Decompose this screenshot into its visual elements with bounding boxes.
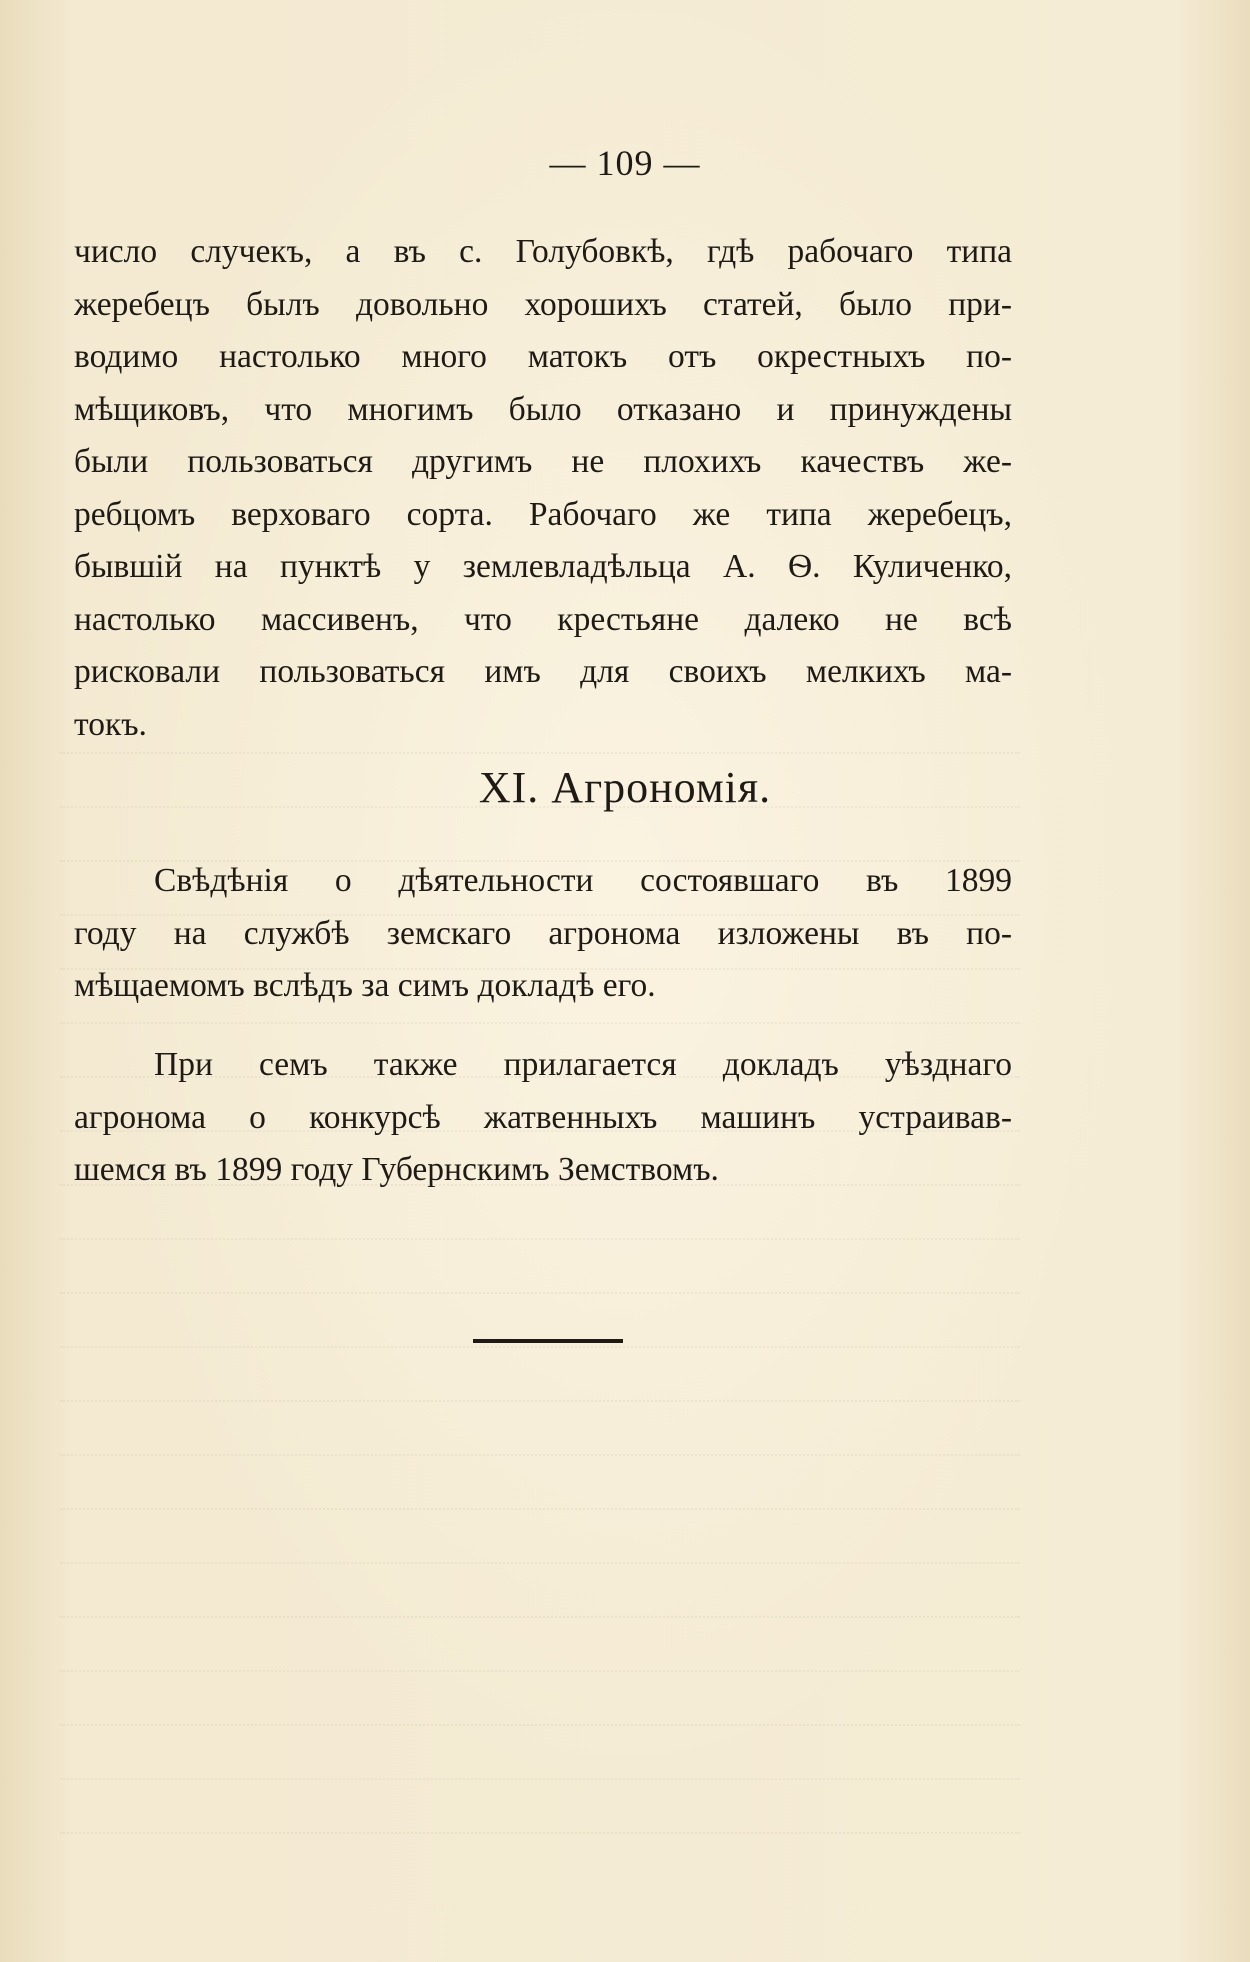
text-line: токъ. [74, 705, 147, 743]
text-line: Свѣдѣнія о дѣятельности состоявшаго въ 1899 [154, 862, 1012, 899]
text-line: рисковали пользоваться имъ для своихъ мелкихъ ма- [74, 653, 1012, 690]
section-heading: XI. Агрономія. [478, 763, 772, 812]
text-line: При семъ также прилагается докладъ уѣзднаго [154, 1046, 1012, 1083]
text-line: шемся въ 1899 году Губернскимъ Земствомъ. [74, 1151, 719, 1188]
text-line: году на службѣ земскаго агронома изложены въ по- [74, 914, 1012, 952]
text-line: водимо настолько много матокъ отъ окрестныхъ по- [74, 338, 1012, 375]
text-line: были пользоваться другимъ не плохихъ качествъ же- [74, 443, 1012, 480]
section-end-rule [473, 1339, 623, 1343]
paragraph-harvester-contest [74, 1039, 1012, 1197]
page-number: — 109 — [549, 143, 701, 183]
text-line: мѣщиковъ, что многимъ было отказано и принуждены [74, 390, 1012, 428]
text-line: мѣщаемомъ вслѣдъ за симъ докладѣ его. [74, 967, 656, 1004]
text-line: бывшій на пунктѣ у землевладѣльца А. Ѳ. Куличенко, [74, 548, 1012, 585]
paragraph-continued [74, 226, 1012, 751]
text-line: настолько массивенъ, что крестьяне далеко не всѣ [74, 600, 1012, 638]
text-line: агронома о конкурсѣ жатвенныхъ машинъ устраивав- [74, 1098, 1012, 1136]
paragraph-agronomy-report [74, 855, 1012, 1013]
text-line: ребцомъ верховаго сорта. Рабочаго же типа жеребецъ, [74, 495, 1012, 533]
text-line: число случекъ, а въ с. Голубовкѣ, гдѣ рабочаго типа [74, 233, 1012, 270]
text-line: жеребецъ былъ довольно хорошихъ статей, было при- [74, 285, 1012, 323]
